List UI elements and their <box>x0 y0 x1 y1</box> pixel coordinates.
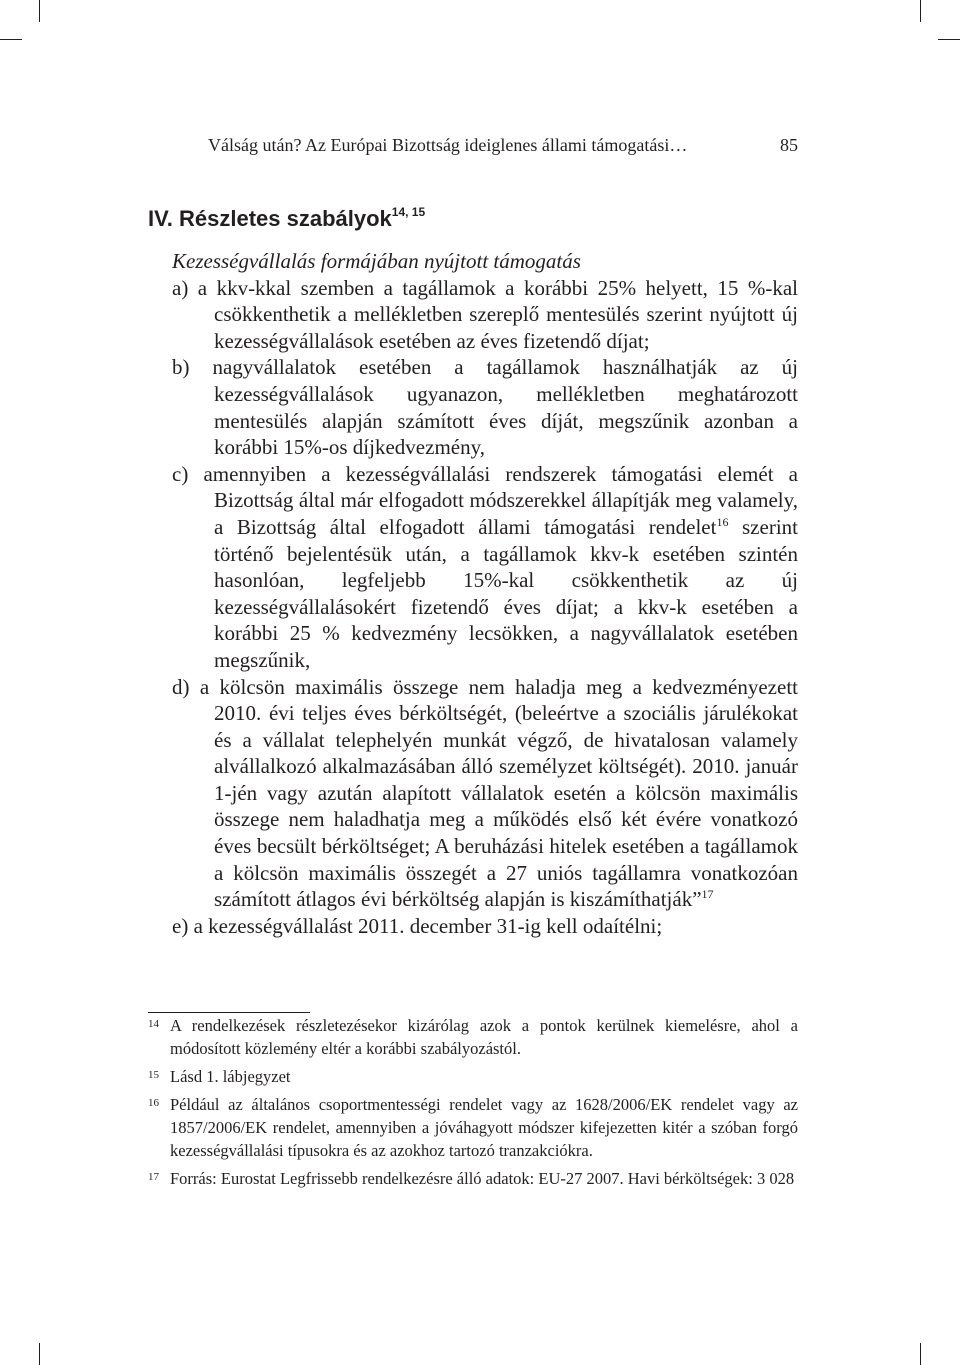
list-item-c-text-1: c) amennyiben a kezességvállalási rendszerek támogatási elemét a Bizottság által már elfogadott módszerekkel állapítják meg valamely, a Bizottság által elfogadott állami támogatási rendelet <box>172 461 798 539</box>
footnote-ref-16: 16 <box>716 514 729 529</box>
footnote-number: 16 <box>148 1097 159 1109</box>
footnote-text: A rendelkezések részletezésekor kizárólag azok a pontok kerülnek kiemelésre, ahol a módosított közlemény eltér a korábbi szabályozástól. <box>170 1016 798 1058</box>
footnote-15 <box>148 1065 798 1088</box>
section-title: IV. Részletes szabályok <box>148 206 392 231</box>
subsection-title: Kezességvállalás formájában nyújtott támogatás <box>172 249 581 273</box>
running-header <box>208 134 798 156</box>
footnote-14 <box>148 1014 798 1060</box>
footnote-16 <box>148 1093 798 1162</box>
list-item-c-text-2: szerint történő bejelentésük után, a tagállamok kkv-k esetében szintén hasonlóan, legfeljebb 15%-kal csökkenthetik az új kezességvállalásokért fizetendő éves díjat; a kkv-k esetében a korábbi 25 % kedvezmény lecsökken, a nagyvállalatok esetében megszűnik, <box>214 514 798 672</box>
section-footnote-refs: 14, 15 <box>391 205 426 219</box>
footnote-divider <box>148 1012 310 1013</box>
page-number: 85 <box>780 135 798 155</box>
footnote-text: Lásd 1. lábjegyzet <box>170 1067 291 1086</box>
footnote-number: 17 <box>148 1171 159 1183</box>
footnote-17 <box>148 1167 798 1190</box>
crop-mark-bottom-left <box>39 1343 40 1365</box>
crop-mark-top-right <box>920 0 921 22</box>
footnotes <box>148 1014 798 1195</box>
section-heading <box>148 198 425 233</box>
crop-mark-left-top <box>0 39 22 40</box>
footnote-number: 15 <box>148 1069 159 1081</box>
footnote-text: Például az általános csoportmentességi rendelet vagy az 1628/2006/EK rendelet vagy az 1857/2006/EK rendelet, amennyiben a jóváhagyott módszer kifejezetten kitér a szóban forgó kezességvállalási típusokra és az azokhoz tartozó tranzakciókra. <box>170 1095 798 1160</box>
list-item-e: e) a kezességvállalást 2011. december 31-ig kell odaítélni; <box>172 913 663 938</box>
body-text <box>172 248 798 939</box>
footnote-text: Forrás: Eurostat Legfrissebb rendelkezésre álló adatok: EU-27 2007. Havi bérköltségek: 3 028 <box>170 1169 795 1188</box>
crop-mark-top-left <box>39 0 40 22</box>
list-item-a: a) a kkv-kkal szemben a tagállamok a korábbi 25% helyett, 15 %-kal csökkenthetik a mellékletben szereplő mentesülés szerint nyújtott új kezességvállalások esetében az éves fizetendő díjat; <box>172 275 798 353</box>
crop-mark-right-top <box>938 39 960 40</box>
running-title: Válság után? Az Európai Bizottság ideiglenes állami támogatási… <box>208 135 688 155</box>
list-item-b: b) nagyvállalatok esetében a tagállamok használhatják az új kezességvállalások ugyanazon, mellékletben meghatározott mentesülés alapján számított éves díját, megszűnik azonban a korábbi 15%-os díjkedvezmény, <box>172 355 798 460</box>
footnote-ref-17: 17 <box>701 887 714 902</box>
list-item-d-text: d) a kölcsön maximális összege nem haladja meg a kedvezményezett 2010. évi teljes éves bérköltségét, (beleértve a szociális járulékokat és a vállalat telephelyén munkát végző, de hivatalosan valamely alvállalkozó alkalmazásában álló személyzet költségét). 2010. január 1-jén vagy azután alapított vállalatok esetén a kölcsön maximális összege nem haladhatja meg a működés első két évére vonatkozó éves becsült bérköltséget; A beruházási hitelek esetében a tagállamok a kölcsön maximális összegét a 27 uniós tagállamra vonatkozóan számított átlagos évi bérköltség alapján is kiszámíthatják” <box>172 674 798 912</box>
list-item-c <box>172 461 798 674</box>
crop-mark-bottom-right <box>920 1343 921 1365</box>
footnote-number: 14 <box>148 1018 159 1030</box>
list-item-d <box>172 674 798 913</box>
